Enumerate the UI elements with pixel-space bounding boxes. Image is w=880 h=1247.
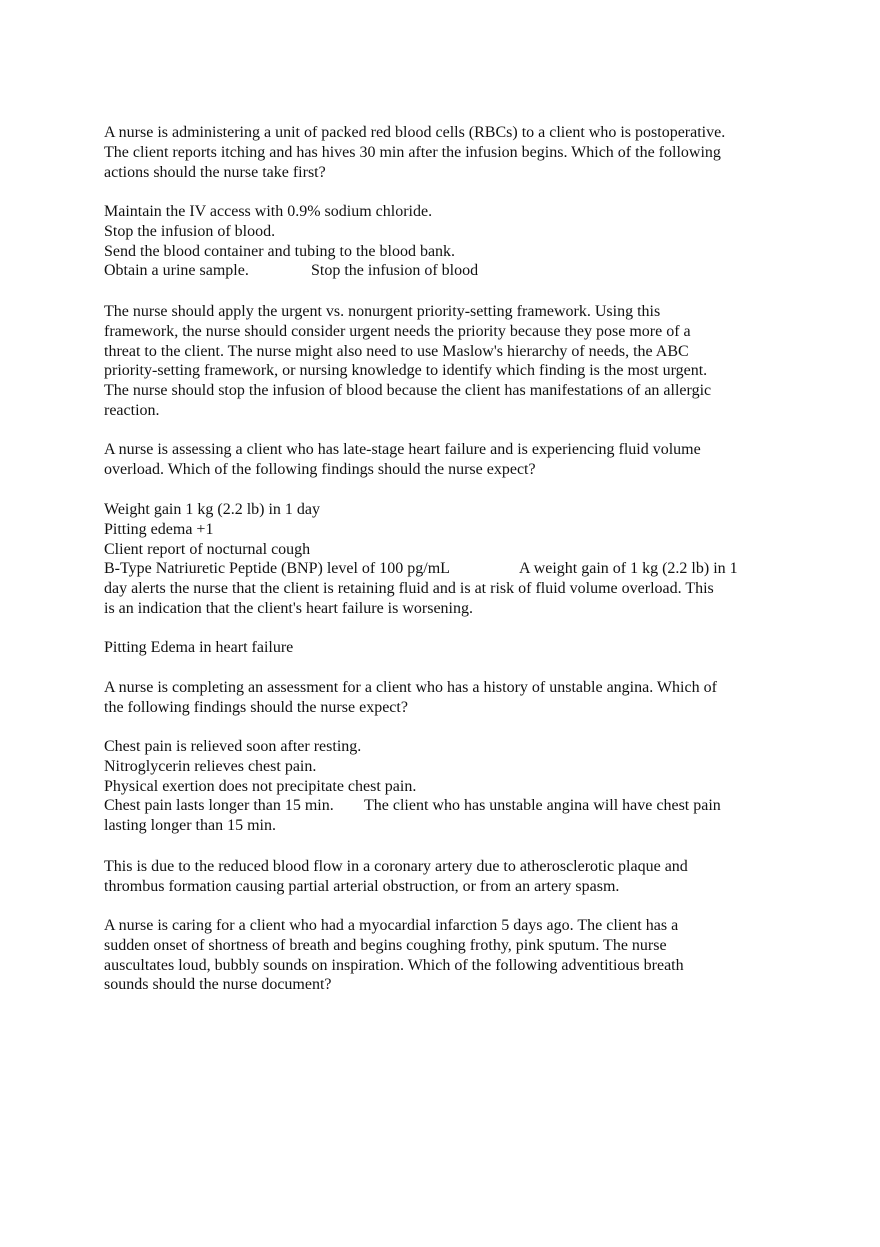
text-line: priority-setting framework, or nursing knowledge to identify which finding is the most urgent.	[104, 362, 708, 380]
text-line: sudden onset of shortness of breath and begins coughing frothy, pink sputum. The nurse	[104, 936, 667, 954]
text-line: the following findings should the nurse expect?	[104, 698, 408, 716]
text-line: B-Type Natriuretic Peptide (BNP) level of 100 pg/mL	[104, 560, 450, 578]
answer-text: A weight gain of 1 kg (2.2 lb) in 1	[519, 560, 738, 578]
text-line: This is due to the reduced blood flow in a coronary artery due to atherosclerotic plaque and	[104, 858, 688, 875]
text-line: Obtain a urine sample.	[104, 262, 249, 280]
text-line: Chest pain lasts longer than 15 min.	[104, 797, 334, 815]
text-line: A nurse is administering a unit of packed red blood cells (RBCs) to a client who is postoperative.	[104, 124, 726, 141]
text-line: sounds should the nurse document?	[104, 976, 332, 994]
text-line: Nitroglycerin relieves chest pain.	[104, 757, 317, 775]
text-line: actions should the nurse take first?	[104, 163, 326, 181]
text-line: Stop the infusion of blood.	[104, 222, 276, 240]
text-line: The nurse should apply the urgent vs. nonurgent priority-setting framework. Using this	[104, 303, 661, 320]
text-line: Send the blood container and tubing to the blood bank.	[104, 242, 456, 260]
text-line: threat to the client. The nurse might also need to use Maslow's hierarchy of needs, the ABC	[104, 342, 689, 360]
text-line: overload. Which of the following findings should the nurse expect?	[104, 460, 536, 478]
text-line: A nurse is assessing a client who has late-stage heart failure and is experiencing fluid volume	[104, 441, 701, 458]
text-line: A nurse is caring for a client who had a myocardial infarction 5 days ago. The client has a	[104, 917, 679, 934]
text-line: The nurse should stop the infusion of blood because the client has manifestations of an allergic	[104, 382, 712, 399]
answer-text: Stop the infusion of blood	[311, 262, 479, 280]
text-line: day alerts the nurse that the client is retaining fluid and is at risk of fluid volume overload. This	[104, 580, 714, 597]
text-line: Client report of nocturnal cough	[104, 540, 311, 558]
text-line: Physical exertion does not precipitate chest pain.	[104, 777, 417, 795]
text-line: A nurse is completing an assessment for a client who has a history of unstable angina. Which of	[104, 679, 717, 696]
text-line: The client reports itching and has hives 30 min after the infusion begins. Which of the following	[104, 143, 721, 161]
text-line: lasting longer than 15 min.	[104, 817, 276, 834]
text-line: framework, the nurse should consider urgent needs the priority because they pose more of a	[104, 322, 691, 340]
answer-text: The client who has unstable angina will have chest pain	[364, 797, 721, 815]
text-line: Pitting edema +1	[104, 520, 214, 538]
text-line: Maintain the IV access with 0.9% sodium chloride.	[104, 203, 433, 220]
text-line: thrombus formation causing partial arterial obstruction, or from an artery spasm.	[104, 877, 620, 895]
text-line: auscultates loud, bubbly sounds on inspiration. Which of the following adventitious breath	[104, 956, 684, 974]
text-line: reaction.	[104, 401, 160, 419]
text-line: Pitting Edema in heart failure	[104, 639, 294, 656]
text-line: Chest pain is relieved soon after resting.	[104, 738, 362, 755]
text-line: Weight gain 1 kg (2.2 lb) in 1 day	[104, 501, 321, 518]
text-line: is an indication that the client's heart failure is worsening.	[104, 599, 473, 617]
